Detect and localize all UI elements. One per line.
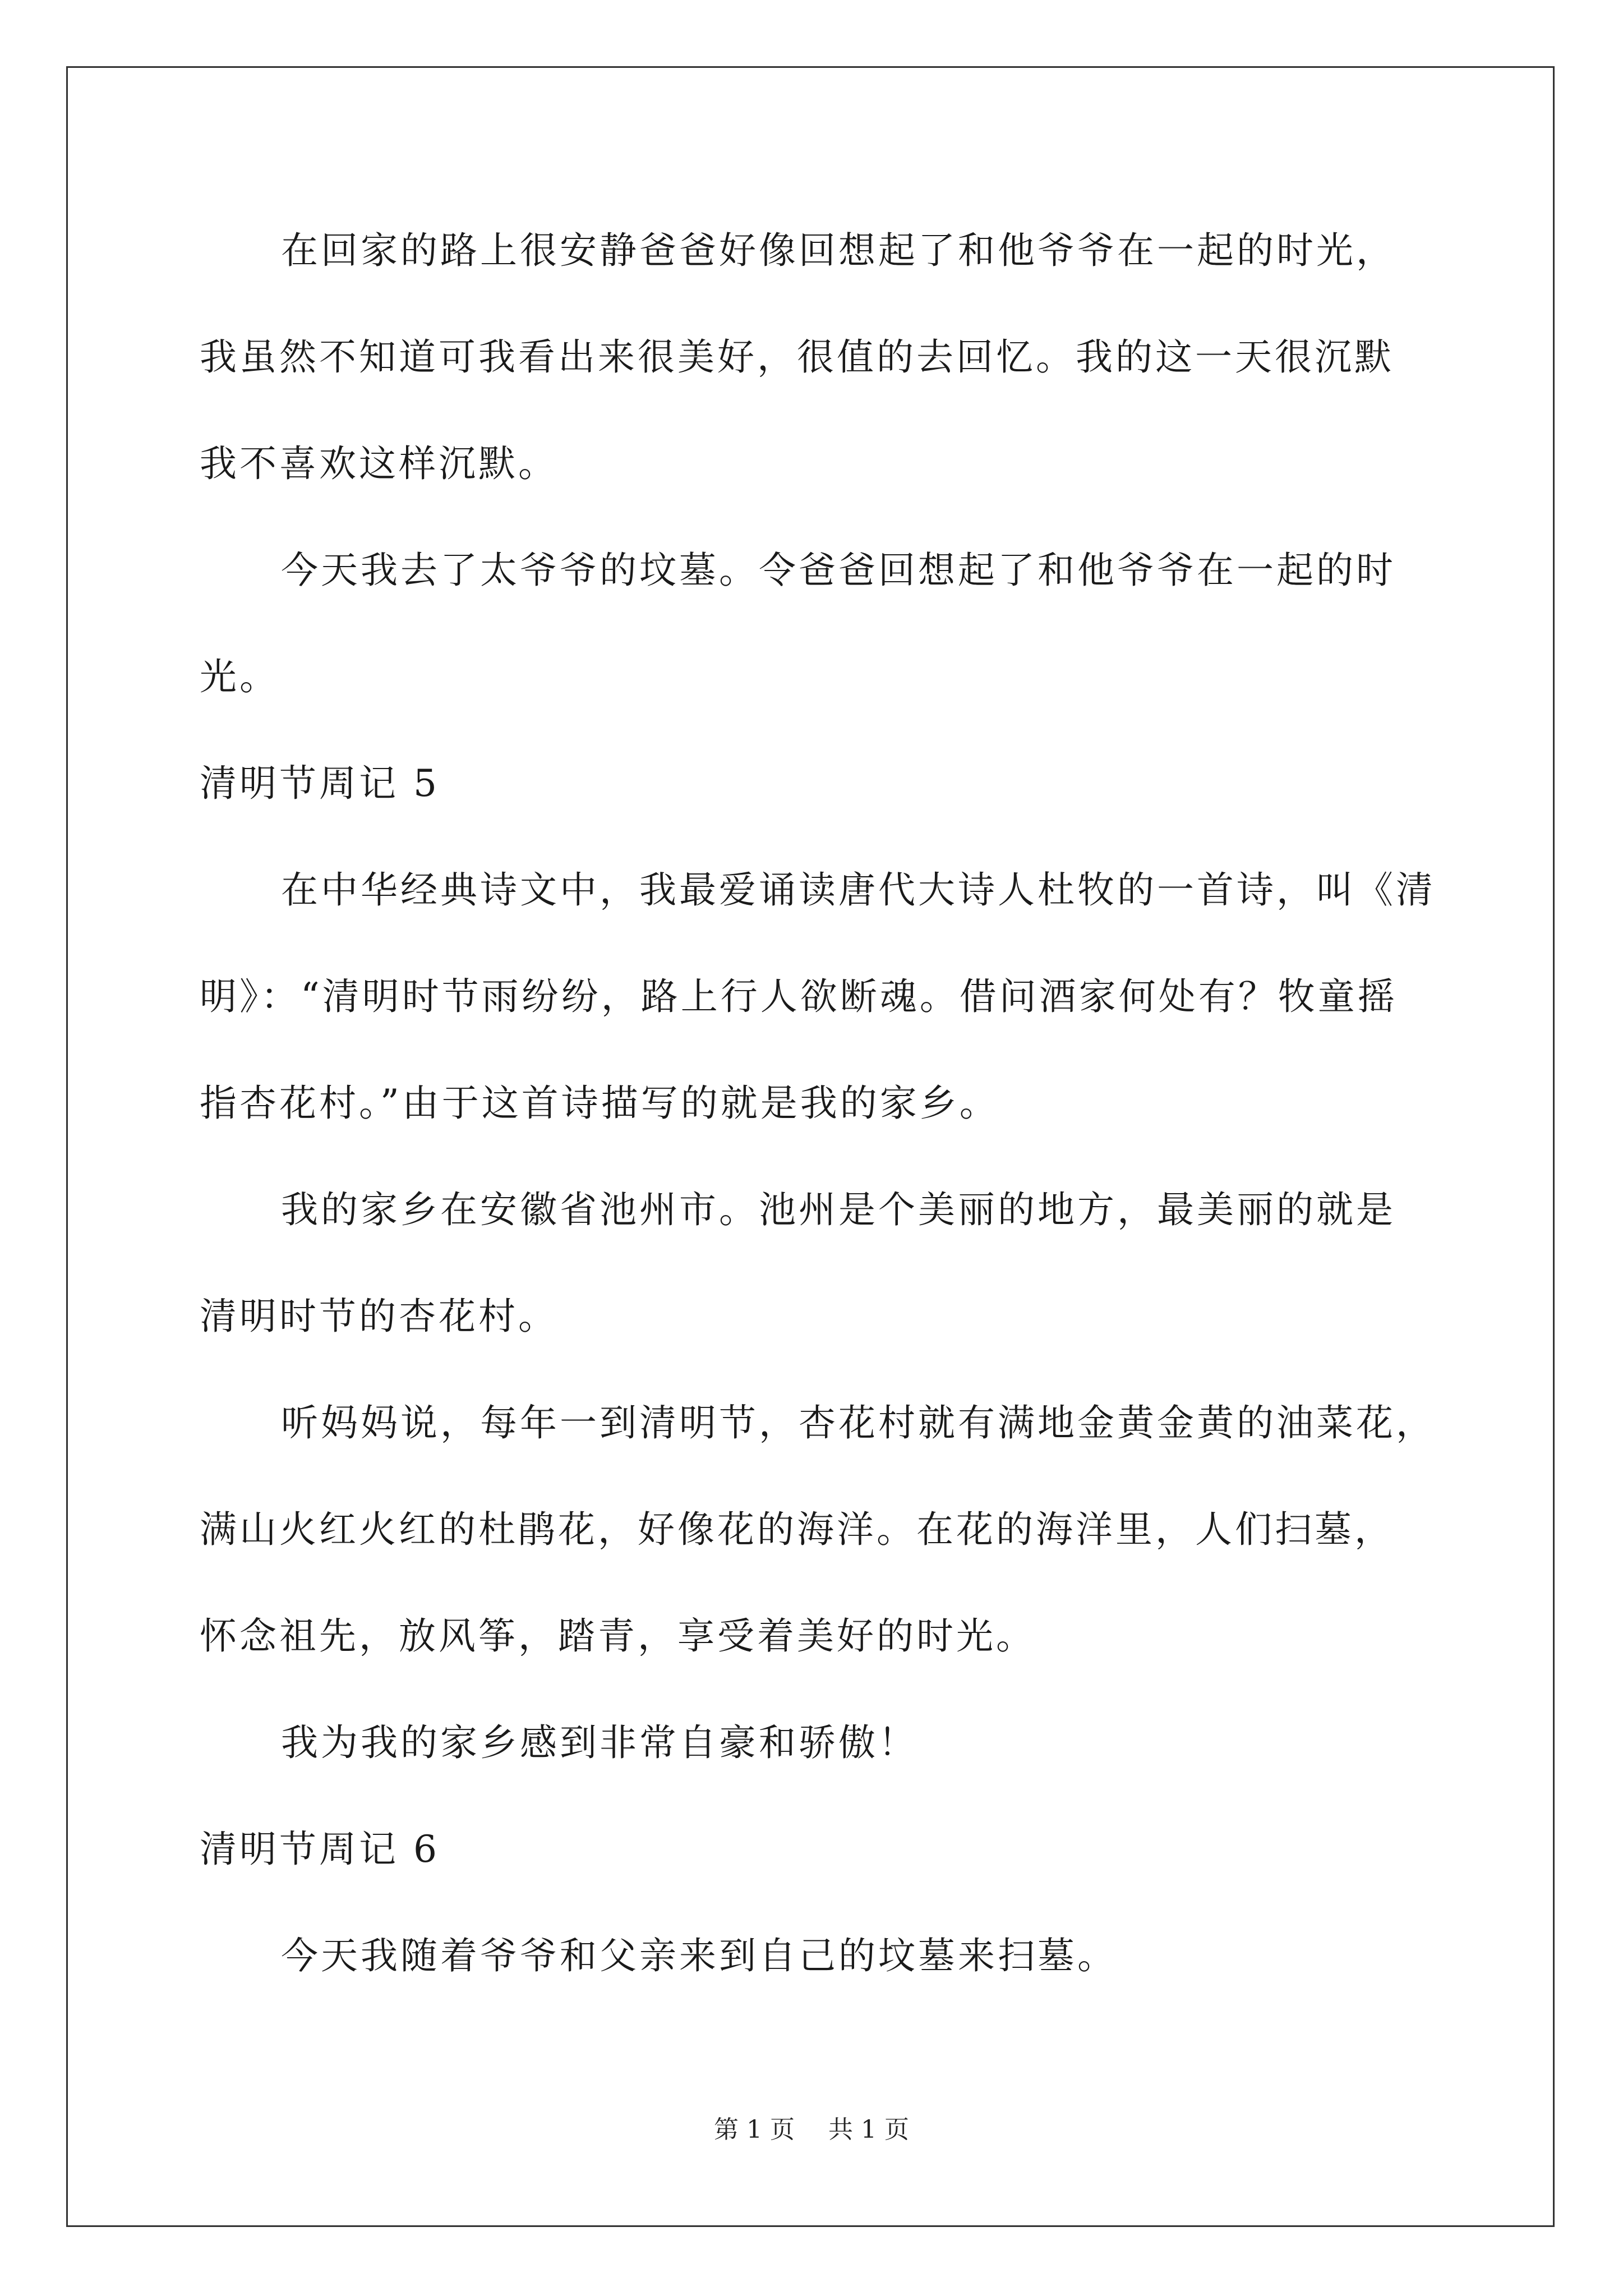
paragraph-line: 怀念祖先，放风筝，踏青，享受着美好的时光。 <box>200 1614 1036 1658</box>
paragraph-line: 今天我随着爷爷和父亲来到自己的坟墓来扫墓。 <box>281 1934 1117 1977</box>
section-heading: 清明节周记 6 <box>200 1828 440 1871</box>
paragraph-line: 光。 <box>200 655 279 698</box>
page-total: 共 1 页 <box>828 2115 909 2144</box>
paragraph-line: 我不喜欢这样沉默。 <box>200 442 558 485</box>
paragraph-line: 在中华经典诗文中，我最爱诵读唐代大诗人杜牧的一首诗，叫《清 <box>281 868 1436 912</box>
paragraph-line: 在回家的路上很安静爸爸好像回想起了和他爷爷在一起的时光， <box>281 229 1396 272</box>
paragraph-line: 清明时节的杏花村。 <box>200 1295 558 1338</box>
section-heading: 清明节周记 5 <box>200 762 440 805</box>
page-number: 第 1 页 <box>714 2115 795 2144</box>
paragraph-line: 我为我的家乡感到非常自豪和骄傲！ <box>281 1721 918 1764</box>
paragraph-line: 指杏花村。”由于这首诗描写的就是我的家乡。 <box>200 1082 999 1125</box>
paragraph-line: 今天我去了太爷爷的坟墓。令爸爸回想起了和他爷爷在一起的时 <box>281 549 1396 592</box>
paragraph-line: 听妈妈说，每年一到清明节，杏花村就有满地金黄金黄的油菜花， <box>281 1401 1436 1444</box>
paragraph-line: 我虽然不知道可我看出来很美好，很值的去回忆。我的这一天很沉默 <box>200 335 1394 379</box>
paragraph-line: 满山火红火红的杜鹃花，好像花的海洋。在花的海洋里，人们扫墓， <box>200 1508 1394 1551</box>
page-footer <box>0 2109 1623 2145</box>
paragraph-line: 明》：“清明时节雨纷纷，路上行人欲断魂。借问酒家何处有？牧童摇 <box>200 975 1398 1018</box>
paragraph-line: 我的家乡在安徽省池州市。池州是个美丽的地方，最美丽的就是 <box>281 1188 1396 1231</box>
document-body <box>200 197 1456 2009</box>
